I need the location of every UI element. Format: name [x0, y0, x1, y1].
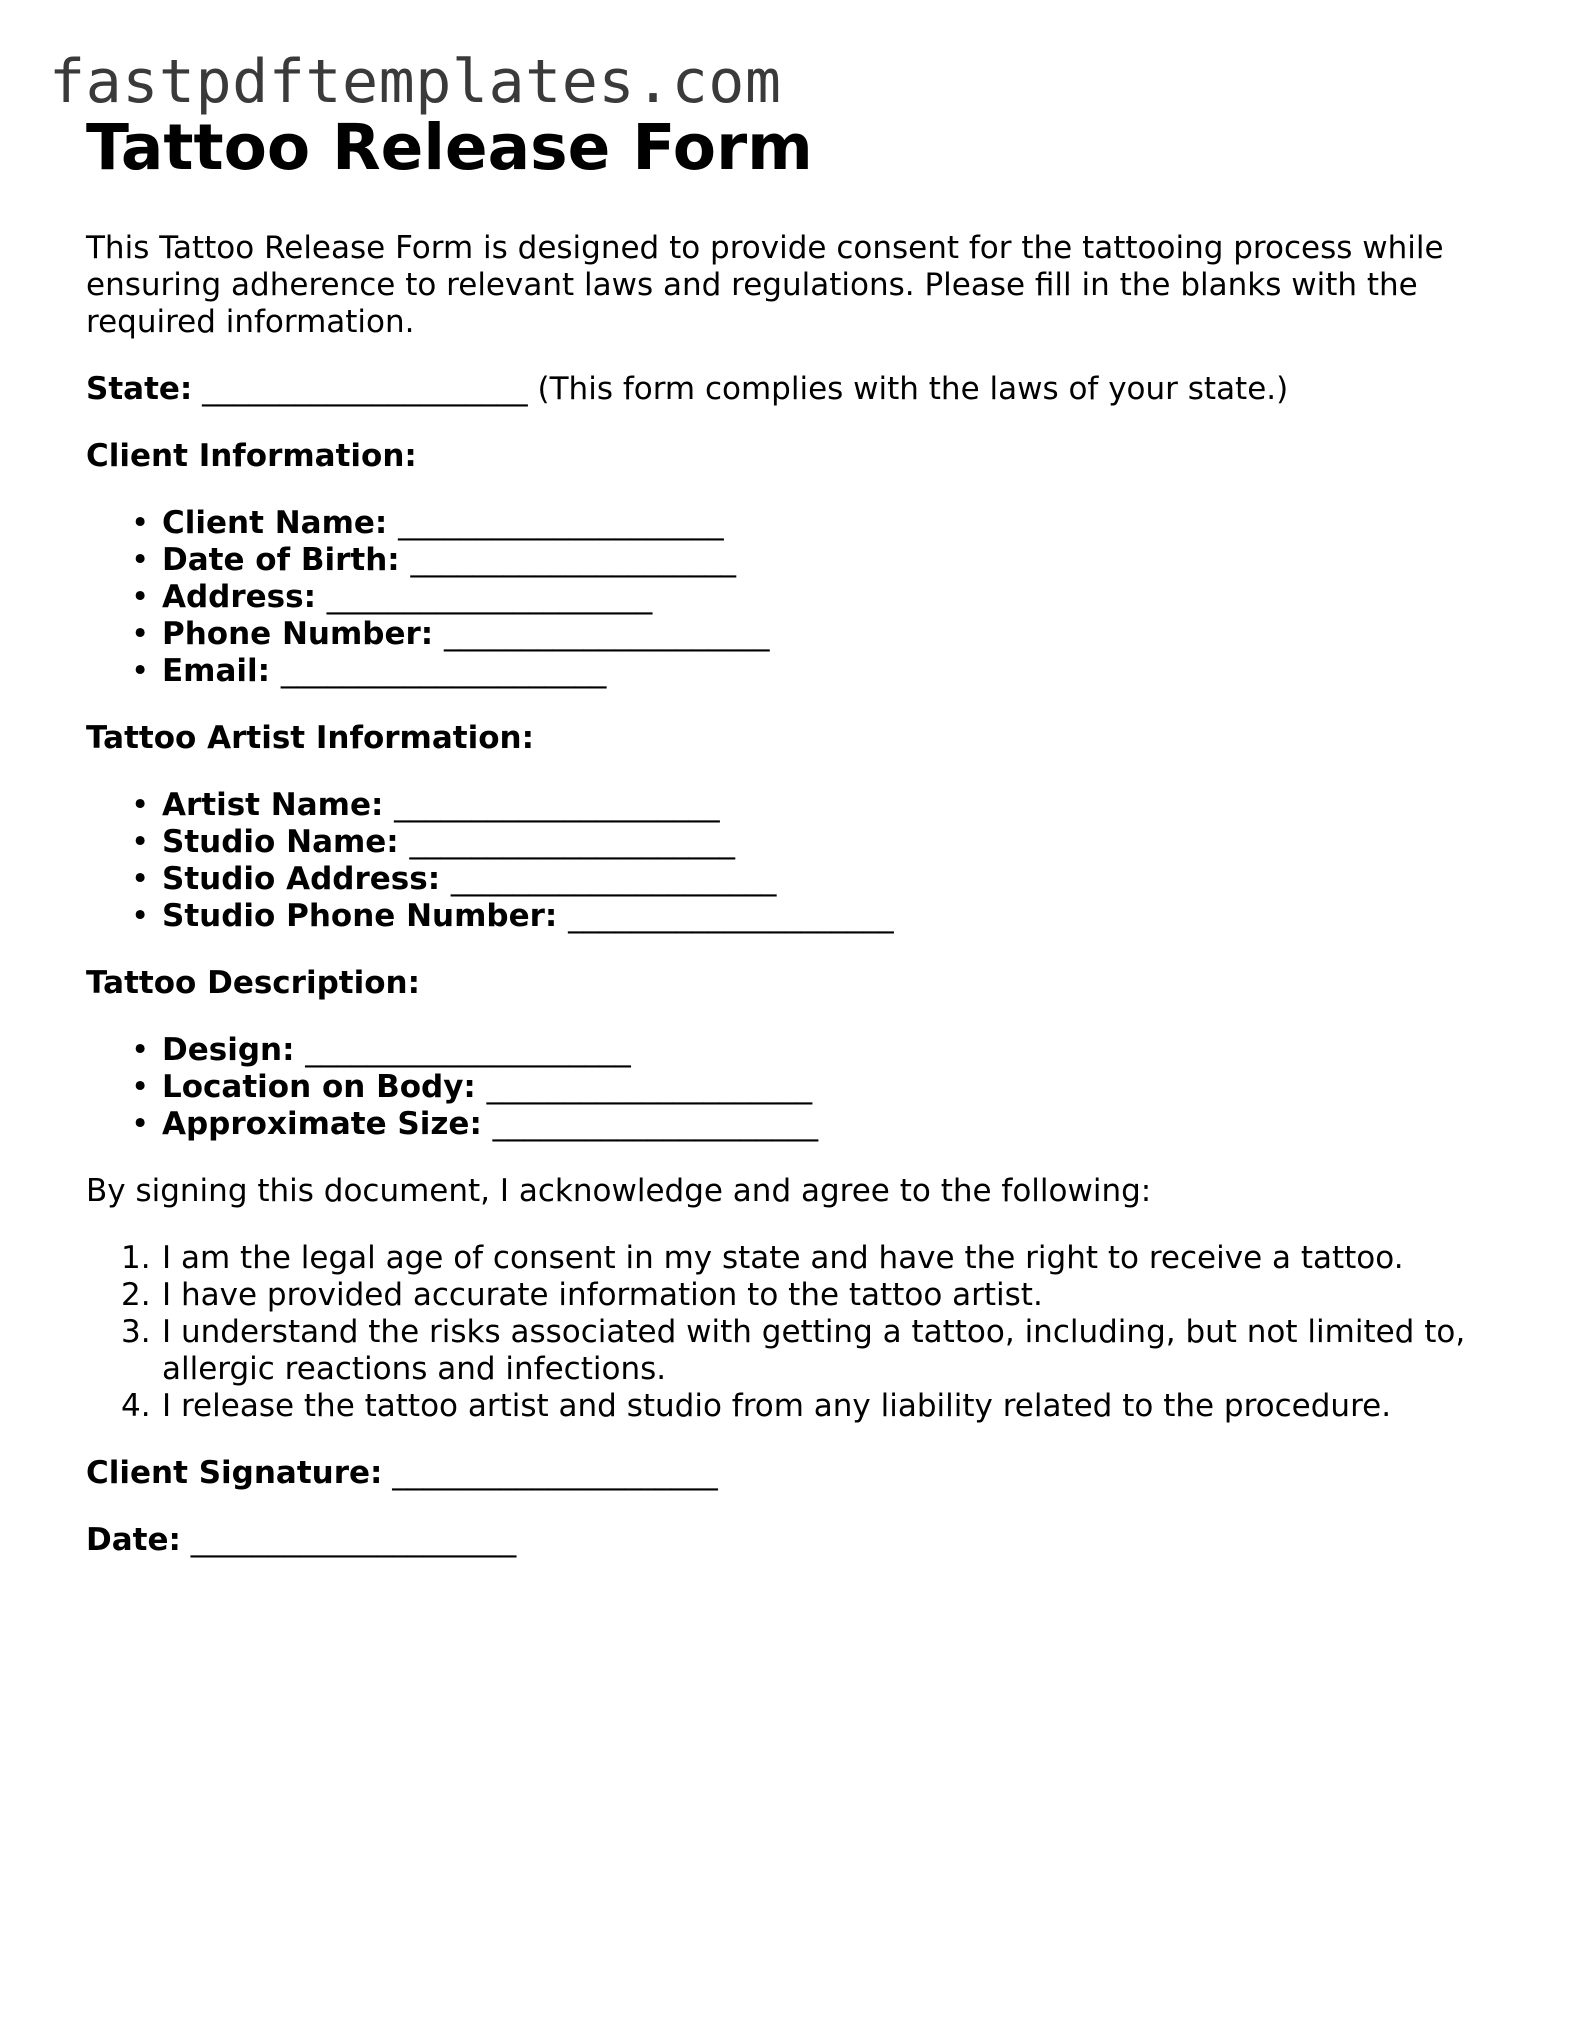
date-of-birth-blank[interactable]: _____________________ — [410, 542, 736, 578]
list-item — [131, 1106, 1506, 1143]
signature-blank[interactable]: _____________________ — [392, 1455, 718, 1491]
location-label: Location on Body: — [162, 1069, 476, 1105]
bullet-icon: • — [131, 505, 150, 541]
phone-number-label: Phone Number: — [162, 616, 434, 652]
term-text: I understand the risks associated with getting a tattoo, including, but not limited to, allergic reactions and infections. — [162, 1314, 1466, 1387]
address-blank[interactable]: _____________________ — [326, 579, 653, 615]
term-text: I am the legal age of consent in my state and have the right to receive a tattoo. — [162, 1240, 1404, 1276]
acknowledgement-list — [86, 1240, 1506, 1425]
list-item — [131, 898, 1506, 935]
list-item — [131, 824, 1506, 861]
term-text: I have provided accurate information to the tattoo artist. — [162, 1277, 1043, 1313]
phone-number-blank[interactable]: _____________________ — [444, 616, 770, 652]
studio-address-blank[interactable]: _____________________ — [450, 861, 777, 897]
list-item — [121, 1277, 1506, 1314]
bullet-icon: • — [131, 1106, 150, 1142]
list-item — [131, 505, 1506, 542]
state-label: State: — [86, 371, 193, 407]
acknowledgement-intro: By signing this document, I acknowledge and agree to the following: — [86, 1173, 1152, 1209]
artist-info-list — [86, 787, 1506, 935]
list-item — [131, 616, 1506, 653]
size-label: Approximate Size: — [162, 1106, 482, 1142]
state-line — [86, 371, 1506, 408]
watermark-text: fastpdftemplates.com — [49, 47, 782, 117]
signature-label: Client Signature: — [86, 1455, 383, 1491]
tattoo-description-heading: Tattoo Description: — [86, 965, 420, 1001]
list-item — [131, 579, 1506, 616]
intro-paragraph: This Tattoo Release Form is designed to provide consent for the tattooing process while ensuring adherence to relevant laws and regulations. Please fill in the blanks with the required information. — [86, 230, 1444, 340]
item-number: 3. — [121, 1314, 151, 1350]
studio-phone-label: Studio Phone Number: — [162, 898, 558, 934]
item-number: 1. — [121, 1240, 151, 1276]
page-title: Tattoo Release Form — [86, 111, 813, 184]
state-note: (This form complies with the laws of your state.) — [537, 371, 1289, 407]
list-item — [131, 1032, 1506, 1069]
bullet-icon: • — [131, 861, 150, 897]
bullet-icon: • — [131, 579, 150, 615]
bullet-icon: • — [131, 1032, 150, 1068]
date-of-birth-label: Date of Birth: — [162, 542, 400, 578]
artist-info-heading: Tattoo Artist Information: — [86, 720, 534, 756]
bullet-icon: • — [131, 616, 150, 652]
state-blank[interactable]: _____________________ — [202, 371, 528, 407]
list-item — [131, 861, 1506, 898]
address-label: Address: — [162, 579, 316, 615]
bullet-icon: • — [131, 898, 150, 934]
list-item — [121, 1314, 1506, 1388]
list-item — [121, 1240, 1506, 1277]
artist-name-label: Artist Name: — [162, 787, 384, 823]
design-label: Design: — [162, 1032, 295, 1068]
studio-name-blank[interactable]: _____________________ — [409, 824, 736, 860]
date-blank[interactable]: _____________________ — [190, 1522, 517, 1558]
client-name-label: Client Name: — [162, 505, 388, 541]
bullet-icon: • — [131, 824, 150, 860]
artist-name-blank[interactable]: _____________________ — [394, 787, 720, 823]
bullet-icon: • — [131, 542, 150, 578]
list-item — [121, 1388, 1506, 1425]
term-text: I release the tattoo artist and studio from any liability related to the procedure. — [162, 1388, 1392, 1424]
list-item — [131, 653, 1506, 690]
bullet-icon: • — [131, 787, 150, 823]
size-blank[interactable]: _____________________ — [492, 1106, 819, 1142]
client-name-blank[interactable]: _____________________ — [398, 505, 724, 541]
document-body — [86, 108, 1506, 1589]
design-blank[interactable]: _____________________ — [305, 1032, 631, 1068]
client-info-list — [86, 505, 1506, 690]
list-item — [131, 542, 1506, 579]
tattoo-description-list — [86, 1032, 1506, 1143]
signature-line — [86, 1455, 1506, 1492]
item-number: 2. — [121, 1277, 151, 1313]
studio-address-label: Studio Address: — [162, 861, 441, 897]
date-label: Date: — [86, 1522, 181, 1558]
client-info-heading: Client Information: — [86, 438, 417, 474]
email-label: Email: — [162, 653, 271, 689]
studio-phone-blank[interactable]: _____________________ — [568, 898, 894, 934]
date-line — [86, 1522, 1506, 1559]
list-item — [131, 1069, 1506, 1106]
email-blank[interactable]: _____________________ — [280, 653, 607, 689]
bullet-icon: • — [131, 653, 150, 689]
list-item — [131, 787, 1506, 824]
bullet-icon: • — [131, 1069, 150, 1105]
studio-name-label: Studio Name: — [162, 824, 399, 860]
item-number: 4. — [121, 1388, 151, 1424]
location-blank[interactable]: _____________________ — [486, 1069, 813, 1105]
